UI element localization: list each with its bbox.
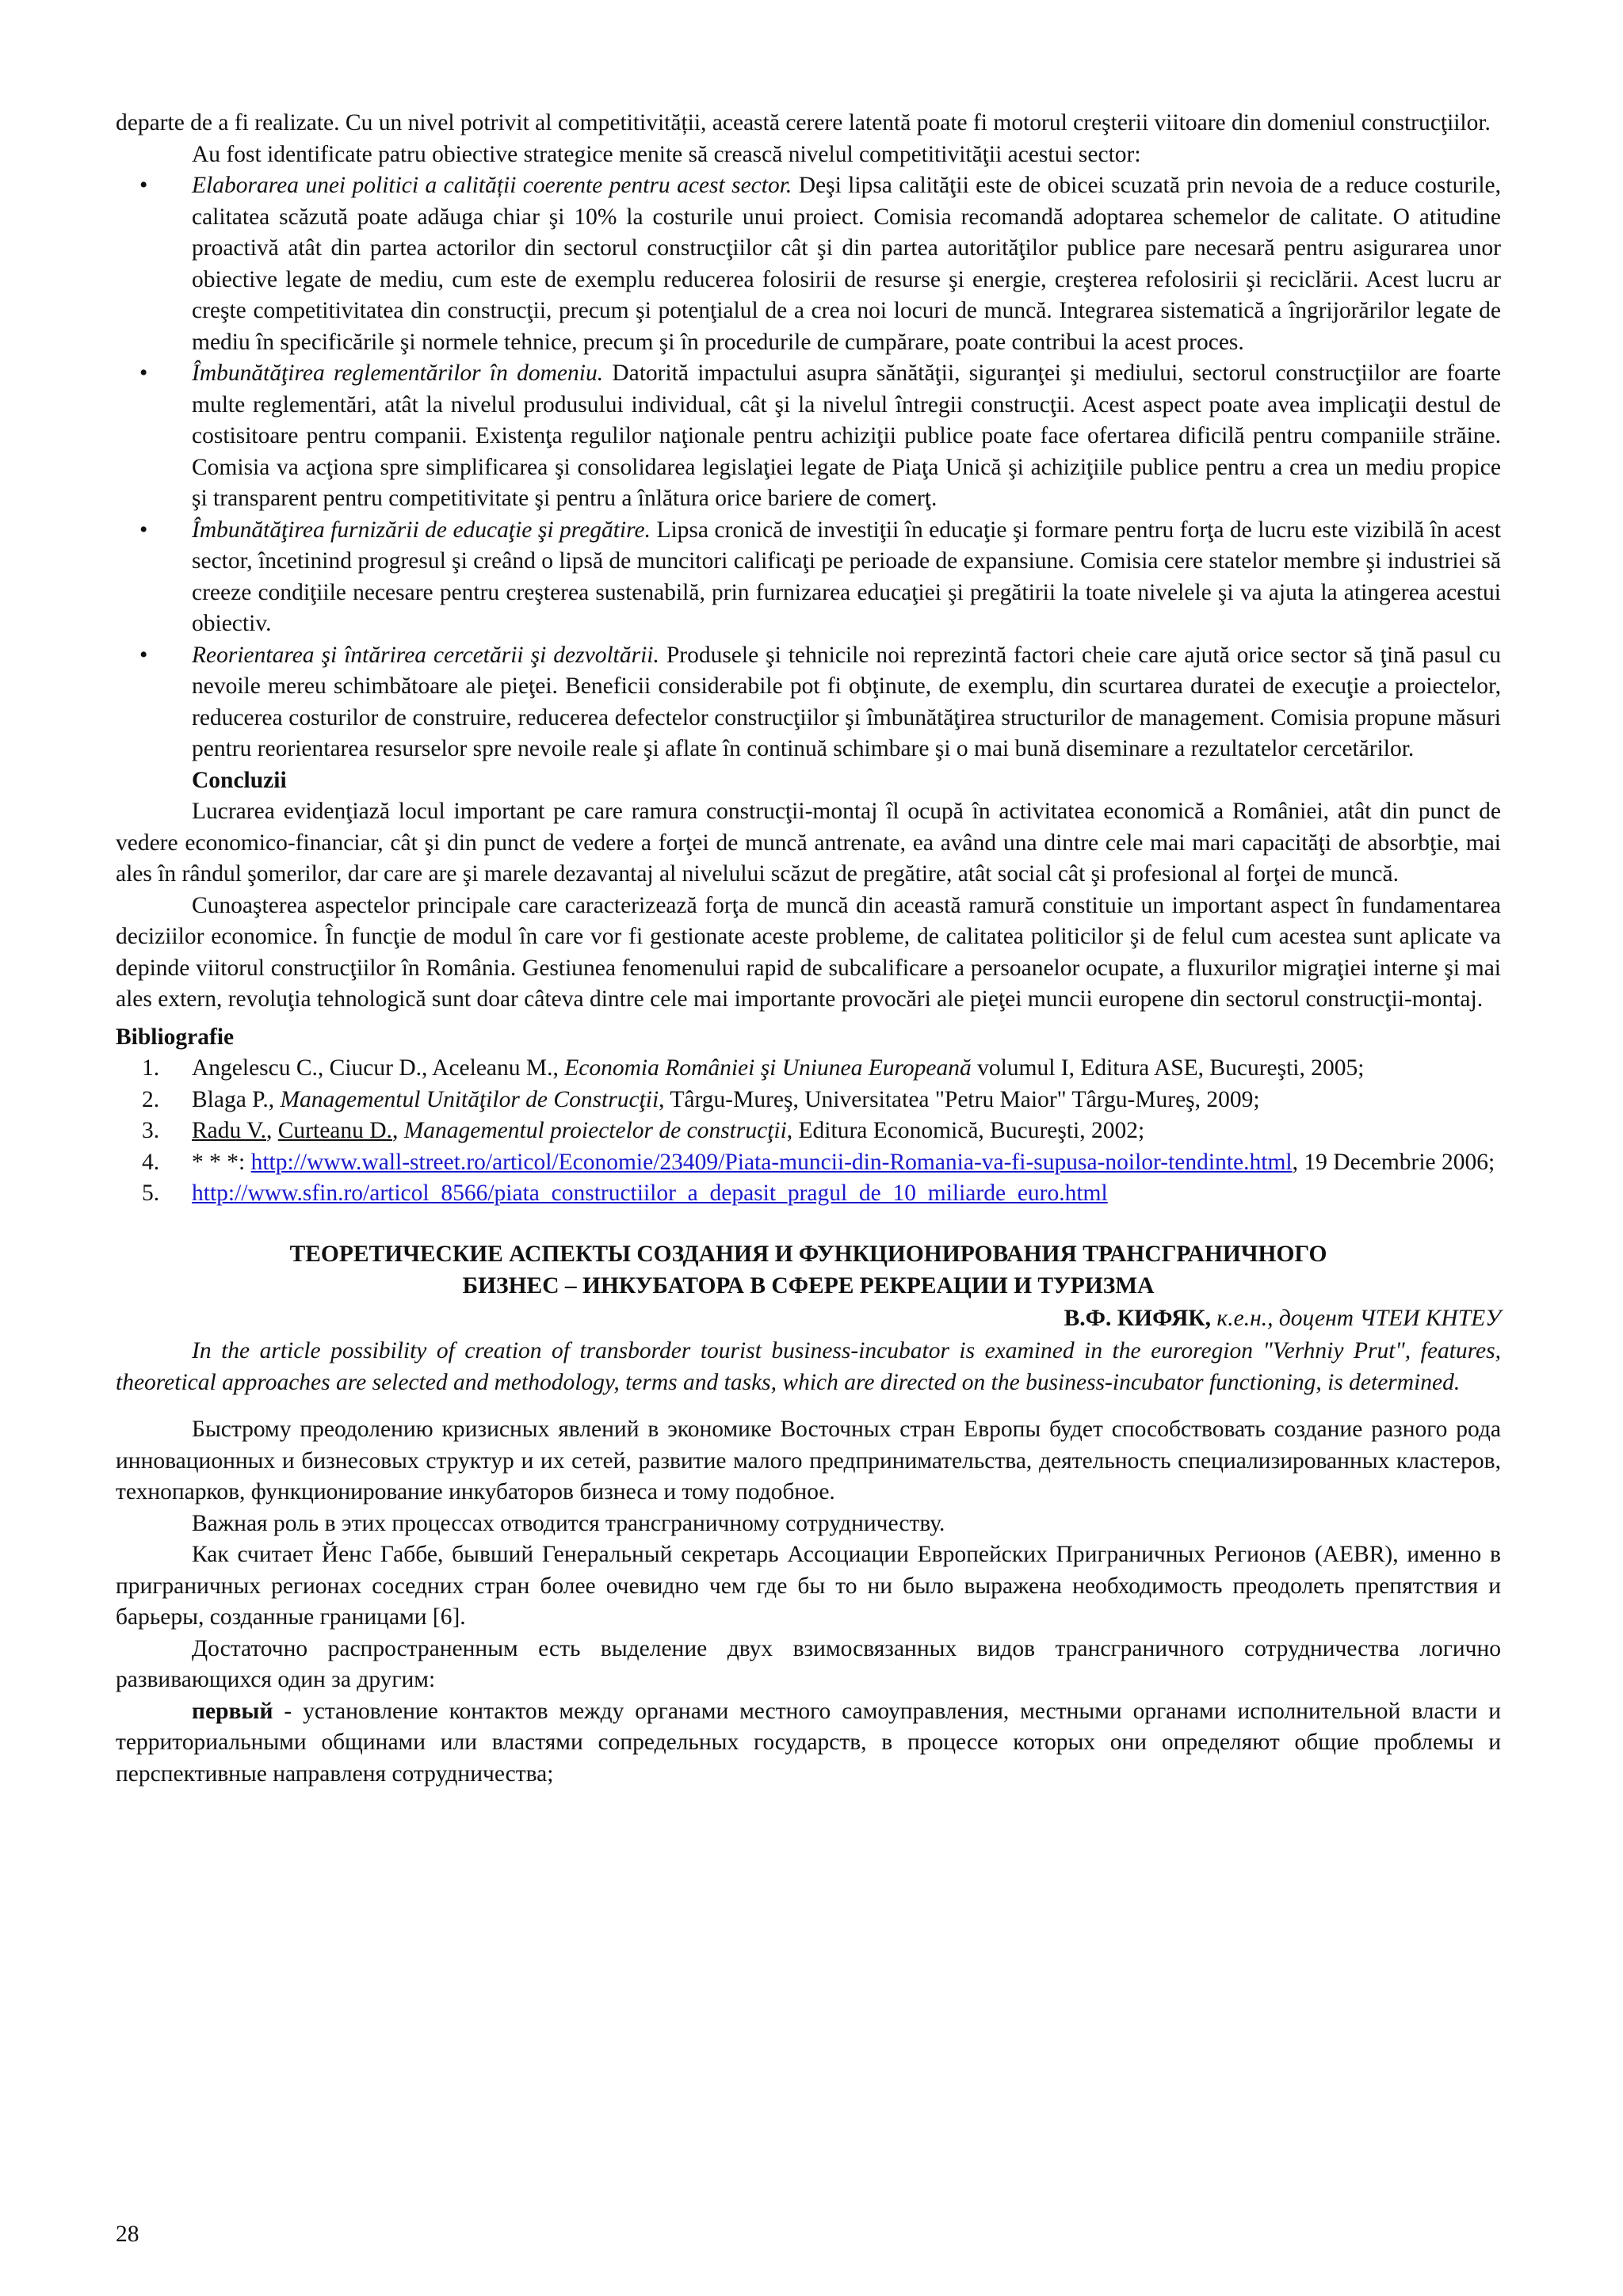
term-bold: первый bbox=[192, 1698, 273, 1724]
objective-text: Datorită impactului asupra sănătăţii, siguranţei şi mediului, sectorul construcţiilor are foarte multe reglementări, atât la nivelul produsului individual, cât şi la nivelul întregii construcţii. Acest aspect poate avea implicaţii destul de costisitoare pentru companii. Existenţa regulilor naţionale pentru achiziţii publice poate face ofertarea dificilă pentru companiile străine. Comisia va acţiona spre simplificarea şi consolidarea legislaţiei legate de Piaţa Unică şi achiziţiile publice pentru a crea un mediu propice şi transparent pentru competitivitate şi pentru a înlătura orice bariere de comerţ. bbox=[192, 360, 1501, 511]
reference-title: Economia României şi Uniunea Europeană bbox=[564, 1055, 972, 1081]
author-separator: , bbox=[266, 1118, 278, 1143]
objective-title: Reorientarea şi întărirea cercetării şi dezvoltării. bbox=[192, 642, 659, 668]
objective-text: Lipsa cronică de investiţii în educaţie şi formare pentru forţa de lucru este vizibilă în acest sector, încetinind progresul şi creând o lipsă de muncitori calificaţi pe perioade de expansiune. Comisia cere statelor membre şi industriei să creeze condiţiile necesare pentru creşterea sustenabilă, prin furnizarea educaţiei şi pregătirii la toate nivelele şi va ajuta la atingerea acestui obiectiv. bbox=[192, 517, 1501, 636]
reference-number: 4. bbox=[142, 1149, 160, 1175]
author-link[interactable]: Radu V. bbox=[192, 1118, 266, 1143]
author-name: В.Ф. КИФЯК, bbox=[1064, 1305, 1212, 1331]
paragraph: Важная роль в этих процессах отводится трансграничному сотрудничеству. bbox=[192, 1510, 945, 1536]
page-content bbox=[116, 108, 1501, 1790]
objectives-list bbox=[116, 170, 1501, 765]
paragraph: Lucrarea evidenţiază locul important pe care ramura construcţii-montaj îl ocupă în activitatea economică a României, atât din punct de vedere economico-financiar, cât şi din punct de vedere a forţei de muncă antrenate, ea având una dintre cele mai mari capacităţi de absorbţie, mai ales în rândul şomerilor, dar care are şi marele dezavantaj al nivelului scăzut de pregătire, atât social cât şi profesional al forţei de muncă. bbox=[116, 799, 1501, 887]
bullet-marker: • bbox=[139, 360, 148, 386]
paragraph bbox=[116, 1696, 1501, 1791]
article-title-line: БИЗНЕС – ИНКУБАТОРА В СФЕРЕ РЕКРЕАЦИИ И ТУРИЗМА bbox=[462, 1272, 1155, 1299]
reference-details: , Editura Economică, Bucureşti, 2002; bbox=[786, 1118, 1145, 1143]
reference-separator: , bbox=[391, 1118, 404, 1143]
section-heading-bibliography: Bibliografie bbox=[116, 1024, 235, 1050]
list-item bbox=[116, 640, 1501, 765]
list-item bbox=[116, 170, 1501, 358]
objective-title: Îmbunătăţirea furnizării de educaţie şi pregătire. bbox=[192, 517, 651, 543]
paragraph: departe de a fi realizate. Cu un nivel potrivit al competitivității, această cerere latentă poate fi motorul creşterii viitoare din domeniul construcţiilor. bbox=[116, 110, 1491, 135]
objective-title: Elaborarea unei politici a calității coerente pentru acest sector. bbox=[192, 173, 792, 198]
reference-number: 1. bbox=[142, 1055, 160, 1081]
reference-url-link[interactable]: http://www.sfin.ro/articol_8566/piata_constructiilor_a_depasit_pragul_de_10_miliarde_euro.html bbox=[192, 1180, 1108, 1206]
bullet-marker: • bbox=[139, 642, 148, 668]
paragraph-text: - установление контактов между органами местного самоуправления, местными органами исполнительной власти и территориальными общинами или властями сопредельных государств, в процессе которых они определяют общие проблемы и перспективные направленя сотрудничества; bbox=[116, 1698, 1501, 1787]
paragraph: Быстрому преодолению кризисных явлений в экономике Восточных стран Европы будет способствовать создание разного рода инновационных и бизнесовых структур и их сетей, развитие малого предпринимательства, деятельность специализированных кластеров, технопарков, функционирование инкубаторов бизнеса и тому подобное. bbox=[116, 1417, 1501, 1505]
bullet-marker: • bbox=[139, 173, 148, 198]
bullet-marker: • bbox=[139, 517, 148, 543]
paragraph: Cunoaşterea aspectelor principale care caracterizează forţa de muncă din această ramură constituie un important aspect în fundamentarea deciziilor economice. În funcţie de modul în care vor fi gestionate aceste probleme, de calitatea politicilor şi de felul cum acestea sunt aplicate va depinde viitorul construcţiilor în România. Gestiunea fenomenului rapid de subcalificare a persoanelor ocupate, a fluxurilor migraţiei interne şi mai ales extern, revoluţia tehnologică sunt doar câteva dintre cele mai importante provocări ale pieţei muncii europene din sectorul construcţii-montaj. bbox=[116, 892, 1501, 1012]
reference-authors: * * *: bbox=[192, 1149, 251, 1175]
paragraph: Au fost identificate patru obiective strategice menite să crească nivelul competitivităţii acestui sector: bbox=[192, 141, 1141, 167]
article-title-line: ТЕОРЕТИЧЕСКИЕ АСПЕКТЫ СОЗДАНИЯ И ФУНКЦИОНИРОВАНИЯ ТРАНСГРАНИЧНОГО bbox=[289, 1241, 1327, 1267]
list-item bbox=[116, 358, 1501, 515]
paragraph: Достаточно распространенным есть выделение двух взимосвязанных видов трансграничного сотрудничества логично развивающихся один за другим: bbox=[116, 1635, 1501, 1692]
section-heading-conclusions: Concluzii bbox=[192, 767, 287, 793]
reference-list bbox=[116, 1053, 1501, 1210]
reference-item bbox=[116, 1116, 1501, 1147]
reference-number: 2. bbox=[142, 1086, 160, 1112]
author-affiliation: к.е.н., доцент ЧТЕИ КНТЕУ bbox=[1211, 1305, 1501, 1331]
author-line bbox=[116, 1303, 1501, 1335]
list-item bbox=[116, 515, 1501, 640]
reference-details: volumul I, Editura ASE, Bucureşti, 2005; bbox=[971, 1055, 1365, 1081]
reference-details: , 19 Decembrie 2006; bbox=[1292, 1149, 1495, 1175]
reference-number: 3. bbox=[142, 1118, 160, 1143]
reference-details: , Târgu-Mureş, Universitatea "Petru Maior" Târgu-Mureş, 2009; bbox=[659, 1086, 1260, 1112]
reference-item bbox=[116, 1085, 1501, 1116]
abstract: In the article possibility of creation of transborder tourist business-incubator is examined in the euroregion "Verhniy Prut", features, theoretical approaches are selected and methodology, terms and tasks, which are directed on the business-incubator functioning, is determined. bbox=[116, 1338, 1501, 1395]
reference-item bbox=[116, 1178, 1501, 1210]
objective-title: Îmbunătăţirea reglementărilor în domeniu. bbox=[192, 360, 604, 386]
reference-number: 5. bbox=[142, 1180, 160, 1206]
reference-title: Managementul proiectelor de construcţii bbox=[403, 1118, 787, 1143]
reference-authors: Blaga P., bbox=[192, 1086, 281, 1112]
reference-item bbox=[116, 1053, 1501, 1085]
reference-url-link[interactable]: http://www.wall-street.ro/articol/Economie/23409/Piata-muncii-din-Romania-va-fi-supusa-noilor-tendinte.html bbox=[250, 1149, 1293, 1175]
objective-text: Produsele şi tehnicile noi reprezintă factori cheie care ajută orice sector să ţină pasul cu nevoile mereu schimbătoare ale pieţei. Beneficii considerabile pot fi obţinute, de exemplu, din scurtarea duratei de execuţie a proiectelor, reducerea costurilor de construire, reducerea defectelor construcţiilor şi îmbunătăţirea structurilor de management. Comisia propune măsuri pentru reorientarea resurselor spre nevoile reale şi aflate în continuă schimbare şi o mai bună diseminare a rezultatelor cercetărilor. bbox=[192, 642, 1501, 761]
paragraph: Как считает Йенс Габбе, бывший Генеральный секретарь Ассоциации Европейских Приграничных Регионов (AEBR), именно в приграничных регионах соседних стран более очевидно чем где бы то ни было выражена необходимость преодолеть препятствия и барьеры, созданные границами [6]. bbox=[116, 1542, 1501, 1630]
page-number: 28 bbox=[116, 2222, 139, 2247]
reference-item bbox=[116, 1147, 1501, 1179]
article-title bbox=[116, 1238, 1501, 1302]
reference-authors: Angelescu C., Ciucur D., Aceleanu M., bbox=[192, 1055, 565, 1081]
objective-text: Deşi lipsa calităţii este de obicei scuzată prin nevoia de a reduce costurile, calitatea scăzută poate adăuga chiar şi 10% la costurile unui proiect. Comisia recomandă adoptarea schemelor de calitate. O atitudine proactivă atât din partea actorilor din sectorul construcţiilor cât şi din partea autorităţilor publice pare necesară pentru asigurarea unor obiective legate de mediu, cum este de exemplu reducerea folosirii de resurse şi energie, creşterea refolosirii şi reciclării. Acest lucru ar creşte competitivitatea din construcţii, precum şi potenţialul de a crea noi locuri de muncă. Integrarea sistematică a îngrijorărilor legate de mediu în specificările şi normele tehnice, precum şi în procedurile de cumpărare, poate contribui la acest proces. bbox=[192, 173, 1501, 355]
reference-title: Managementul Unităţilor de Construcţii bbox=[280, 1086, 659, 1112]
author-link[interactable]: Curteanu D. bbox=[277, 1118, 392, 1143]
